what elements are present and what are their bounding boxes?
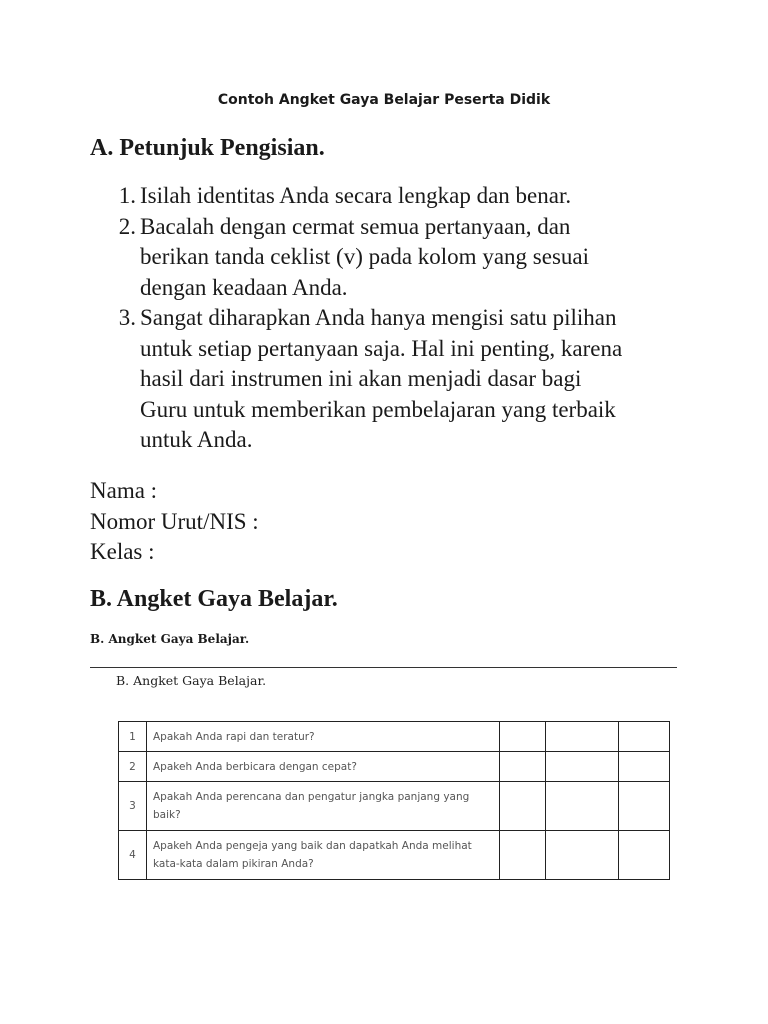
question-text (147, 722, 500, 752)
question-line: Apakeh Anda pengeja yang baik dan dapatkah Anda melihat (153, 840, 472, 852)
instruction-list (90, 181, 690, 456)
answer-cell[interactable] (546, 831, 619, 880)
instruction-line: untuk setiap pertanyaan saja. Hal ini penting, karena (140, 335, 623, 361)
instruction-text (136, 181, 571, 212)
instruction-line: dengan keadaan Anda. (140, 274, 348, 300)
answer-cell[interactable] (500, 722, 546, 752)
question-line: Apakeh Anda berbicara dengan cepat? (153, 760, 357, 773)
instruction-line: Guru untuk memberikan pembelajaran yang terbaik (140, 396, 616, 422)
table-row (119, 722, 670, 752)
instruction-number: 3. (118, 305, 136, 330)
instruction-item (90, 303, 690, 456)
section-a-heading: A. Petunjuk Pengisian. (90, 135, 325, 161)
section-b-heading: B. Angket Gaya Belajar. (90, 586, 338, 612)
document-title: Contoh Angket Gaya Belajar Peserta Didik (217, 92, 551, 108)
instruction-text (136, 303, 622, 456)
identity-fields (90, 476, 259, 568)
answer-cell[interactable] (619, 722, 670, 752)
answer-cell[interactable] (546, 722, 619, 752)
row-number: 4 (119, 831, 147, 880)
instruction-item (90, 212, 690, 304)
instruction-line: untuk Anda. (140, 427, 253, 452)
nis-label: Nomor Urut/NIS : (90, 508, 259, 534)
answer-cell[interactable] (546, 782, 619, 831)
table-row (119, 831, 670, 880)
answer-cell[interactable] (546, 752, 619, 782)
question-line: Apakah Anda rapi dan teratur? (153, 730, 315, 743)
instruction-text (136, 212, 589, 304)
instruction-line: berikan tanda ceklist (v) pada kolom yang sesuai (140, 244, 589, 269)
instruction-line: Sangat diharapkan Anda hanya mengisi satu pilihan (140, 305, 617, 330)
answer-cell[interactable] (619, 752, 670, 782)
question-text (147, 782, 500, 831)
class-label: Kelas : (90, 539, 155, 564)
instruction-line: Isilah identitas Anda secara lengkap dan benar. (140, 183, 572, 208)
question-line: baik? (153, 809, 181, 821)
answer-cell[interactable] (619, 782, 670, 831)
table-row (119, 782, 670, 831)
question-line: kata-kata dalam pikiran Anda? (153, 858, 314, 870)
instruction-item (90, 181, 690, 212)
answer-cell[interactable] (500, 831, 546, 880)
row-number: 3 (119, 782, 147, 831)
name-label: Nama : (90, 478, 158, 503)
instruction-number: 1. (118, 183, 136, 208)
answer-cell[interactable] (500, 782, 546, 831)
instruction-line: Bacalah dengan cermat semua pertanyaan, dan (140, 213, 571, 239)
row-number: 1 (119, 722, 147, 752)
question-text (147, 831, 500, 880)
question-line: Apakah Anda perencana dan pengatur jangka panjang yang (153, 791, 470, 803)
questionnaire-table (118, 721, 670, 880)
table-row (119, 752, 670, 782)
instruction-number: 2. (118, 213, 136, 239)
row-number: 2 (119, 752, 147, 782)
horizontal-rule (90, 667, 677, 668)
answer-cell[interactable] (619, 831, 670, 880)
section-b-subheading-repeat: B. Angket Gaya Belajar. (116, 673, 267, 688)
section-b-subheading: B. Angket Gaya Belajar. (90, 632, 250, 646)
instruction-line: hasil dari instrumen ini akan menjadi dasar bagi (140, 366, 582, 391)
question-text (147, 752, 500, 782)
answer-cell[interactable] (500, 752, 546, 782)
